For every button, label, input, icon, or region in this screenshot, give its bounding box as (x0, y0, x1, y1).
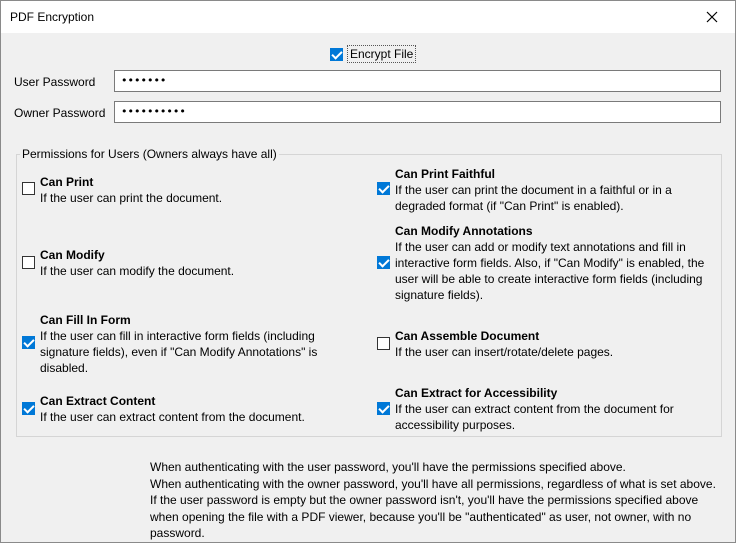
can-modify-annotations-title: Can Modify Annotations (395, 224, 533, 238)
can-modify-annotations-desc: If the user can add or modify text annotations and fill in interactive form fields. Also, if "Can Modify" is enabled, the user will be able to create interactive form fields (including signature fields). (395, 240, 705, 302)
can-assemble-document-desc: If the user can insert/rotate/delete pages. (395, 345, 614, 359)
user-password-input[interactable]: ••••••• (114, 70, 721, 92)
user-password-label: User Password (14, 75, 96, 89)
footer-line-1: When authenticating with the user password, you'll have the permissions specified above. (150, 460, 626, 474)
can-assemble-document-title: Can Assemble Document (395, 329, 540, 343)
can-extract-content-checkbox[interactable] (22, 402, 35, 415)
can-assemble-document-checkbox[interactable] (377, 337, 390, 350)
encrypt-file-check-icon[interactable] (330, 48, 343, 61)
can-modify-desc: If the user can modify the document. (40, 264, 235, 278)
can-print-checkbox[interactable] (22, 182, 35, 195)
permissions-group-label: Permissions for Users (Owners always have all) (22, 147, 277, 161)
can-fill-in-form-title: Can Fill In Form (40, 313, 131, 327)
encrypt-file-label: Encrypt File (347, 45, 416, 63)
encrypt-file-checkbox[interactable] (330, 45, 416, 63)
footer-line-3: If the user password is empty but the owner password isn't, you'll have the permissions specified above when opening the file with a PDF viewer, because you'll be "authenticated" as user, not owner, with no password. (150, 493, 699, 540)
can-fill-in-form-desc: If the user can fill in interactive form fields (including signature fields), even if "Can Modify Annotations" is disabled. (40, 329, 318, 375)
can-extract-content-desc: If the user can extract content from the document. (40, 410, 305, 424)
can-extract-accessibility-checkbox[interactable] (377, 402, 390, 415)
owner-password-label: Owner Password (14, 106, 106, 120)
can-modify-title: Can Modify (40, 248, 105, 262)
can-print-faithful-title: Can Print Faithful (395, 167, 495, 181)
close-icon (706, 11, 718, 23)
can-print-faithful-desc: If the user can print the document in a faithful or in a degraded format (if "Can Print" is enabled). (395, 183, 672, 213)
close-button[interactable] (689, 1, 735, 33)
footer-line-2: When authenticating with the owner password, you'll have all permissions, regardless of what is set above. (150, 476, 716, 491)
can-print-desc: If the user can print the document. (40, 191, 223, 205)
can-modify-annotations-checkbox[interactable] (377, 256, 390, 269)
owner-password-input[interactable]: •••••••••• (114, 101, 721, 123)
can-print-title: Can Print (40, 175, 94, 189)
can-fill-in-form-checkbox[interactable] (22, 336, 35, 349)
footer-info (150, 459, 730, 542)
can-extract-accessibility-desc: If the user can extract content from the document for accessibility purposes. (395, 402, 674, 432)
can-extract-accessibility-title: Can Extract for Accessibility (395, 386, 558, 400)
can-extract-content-title: Can Extract Content (40, 394, 156, 408)
title-bar (1, 1, 735, 33)
dialog-title: PDF Encryption (10, 10, 95, 24)
can-print-faithful-checkbox[interactable] (377, 182, 390, 195)
can-modify-checkbox[interactable] (22, 256, 35, 269)
